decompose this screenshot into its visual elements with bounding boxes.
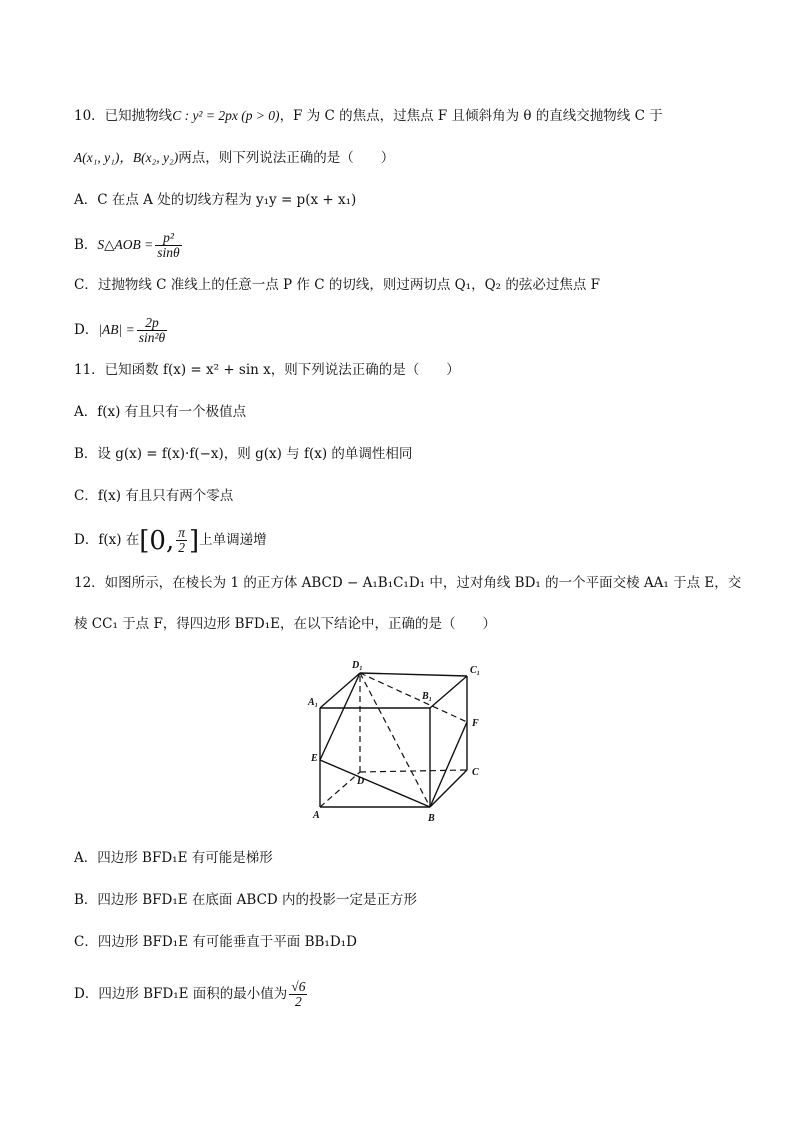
q10-curve-equation: C : y² = 2px (p > 0) bbox=[172, 108, 280, 123]
q10-option-d-lhs: |AB| = bbox=[98, 322, 135, 337]
q12-option-c: C．四边形 BFD₁E 有可能垂直于平面 BB₁D₁D bbox=[74, 934, 357, 950]
q10-option-c: C．过抛物线 C 准线上的任意一点 P 作 C 的切线，则过两切点 Q₁，Q₂ 的弦必过焦点 F bbox=[74, 277, 601, 293]
fraction-denominator: sin²θ bbox=[138, 330, 166, 345]
fraction-numerator: 2p bbox=[137, 316, 167, 331]
q11-option-d-text: D．f(x) 在 bbox=[74, 532, 140, 548]
label-c: C bbox=[472, 767, 479, 778]
label-b: B bbox=[428, 813, 435, 824]
diagonal-bd1 bbox=[360, 673, 433, 807]
edge-bf bbox=[430, 722, 467, 807]
fraction-numerator: p² bbox=[155, 231, 181, 246]
q11-interval-right: ] bbox=[188, 525, 200, 556]
q11-interval-fraction bbox=[176, 526, 187, 555]
q12-option-d-text: D．四边形 BFD₁E 面积的最小值为 bbox=[74, 986, 288, 1002]
q12-option-d-fraction bbox=[289, 980, 307, 1009]
edge-eb bbox=[320, 760, 430, 807]
q10-points-ab: A(x₁, y₁)，B(x₂, y₂) bbox=[74, 150, 179, 165]
label-d: D bbox=[357, 776, 365, 787]
q12-stem-line1: 12．如图所示，在棱长为 1 的正方体 ABCD − A₁B₁C₁D₁ 中，过对角线 BD₁ 的一个平面交棱 AA₁ 于点 E，交 bbox=[74, 575, 742, 591]
q11-option-d bbox=[74, 523, 754, 557]
fraction-denominator: 2 bbox=[295, 994, 302, 1009]
label-c1: C₁ bbox=[470, 665, 481, 676]
hidden-edge-dc bbox=[360, 770, 467, 772]
q12-option-b: B．四边形 BFD₁E 在底面 ABCD 内的投影一定是正方形 bbox=[74, 892, 418, 908]
q10-option-d-fraction bbox=[137, 316, 167, 345]
edge-bc bbox=[430, 770, 467, 807]
edge-a1d1 bbox=[320, 673, 360, 708]
q10-stem-line2 bbox=[74, 148, 754, 168]
edge-b1c1 bbox=[430, 676, 467, 708]
cube-figure bbox=[300, 655, 500, 825]
q10-option-b-prefix: B． bbox=[74, 237, 98, 253]
q12-option-d bbox=[74, 974, 754, 1014]
label-a1: A₁ bbox=[308, 697, 319, 708]
hidden-edge-ad bbox=[320, 772, 360, 807]
label-e: E bbox=[311, 753, 318, 764]
fraction-numerator: √6 bbox=[291, 979, 306, 994]
q11-option-a: A．f(x) 有且只有一个极值点 bbox=[74, 404, 247, 420]
q10-option-d-prefix: D． bbox=[74, 322, 99, 338]
q10-option-b bbox=[74, 228, 754, 262]
q10-option-b-fraction bbox=[155, 231, 181, 260]
edge-d1e bbox=[320, 673, 360, 760]
q10-stem-question: 两点，则下列说法正确的是（ ） bbox=[178, 150, 395, 166]
q10-stem-text-2: ，F 为 C 的焦点，过焦点 F 且倾斜角为 θ 的直线交抛物线 C 于 bbox=[279, 108, 663, 124]
edge-d1c1 bbox=[360, 673, 467, 676]
fraction-numerator: π bbox=[178, 525, 185, 540]
fraction-denominator: sinθ bbox=[157, 245, 180, 260]
label-b1: B₁ bbox=[422, 691, 433, 702]
q11-option-b: B．设 g(x) = f(x)·f(−x)，则 g(x) 与 f(x) 的单调性相同 bbox=[74, 446, 413, 462]
q10-option-d bbox=[74, 313, 754, 347]
fraction-denominator: 2 bbox=[178, 540, 185, 555]
q10-stem-text: 10．已知抛物线 bbox=[74, 108, 173, 124]
q11-option-d-text-2: 上单调递增 bbox=[199, 532, 267, 548]
label-d1: D₁ bbox=[352, 660, 363, 671]
q11-interval-left: [0, bbox=[139, 525, 175, 556]
label-f: F bbox=[472, 718, 479, 729]
q12-stem-line2: 棱 CC₁ 于点 F，得四边形 BFD₁E，在以下结论中，正确的是（ ） bbox=[74, 616, 496, 632]
q10-stem-line1 bbox=[74, 106, 754, 126]
q10-option-b-lhs: S△AOB = bbox=[97, 237, 154, 252]
q11-stem: 11．已知函数 f(x) = x² + sin x，则下列说法正确的是（ ） bbox=[74, 362, 460, 378]
q10-option-a: A．C 在点 A 处的切线方程为 y₁y = p(x + x₁) bbox=[74, 192, 357, 208]
q12-option-a: A．四边形 BFD₁E 有可能是梯形 bbox=[74, 850, 273, 866]
hidden-edge-d1f bbox=[360, 673, 467, 722]
q11-option-c: C．f(x) 有且只有两个零点 bbox=[74, 488, 234, 504]
label-a: A bbox=[313, 810, 320, 821]
